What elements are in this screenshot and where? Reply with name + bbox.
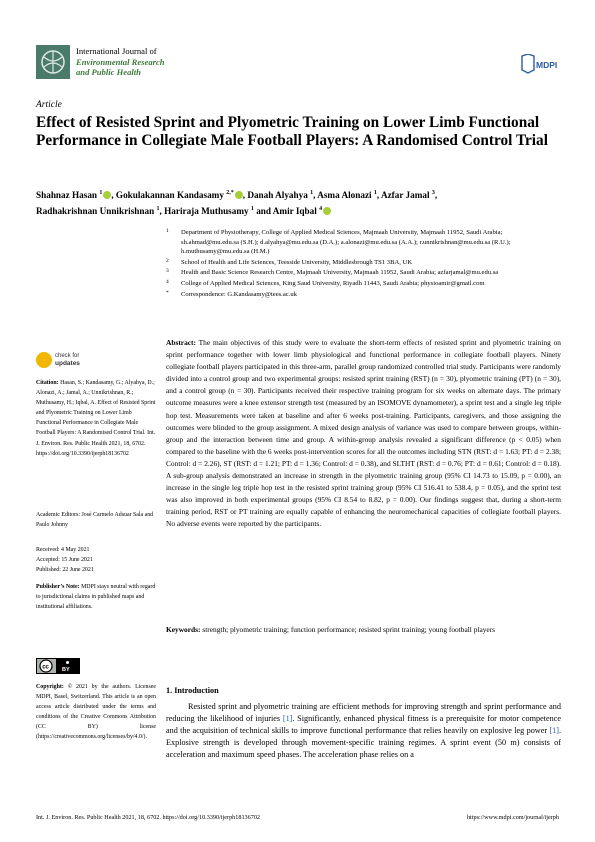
copyright (36, 682, 156, 743)
affiliation-text: School of Health and Life Sciences, Teesside University, Middlesbrough TS1 3BA, UK (181, 258, 413, 266)
journal-name (76, 46, 276, 78)
orcid-icon[interactable] (103, 191, 111, 199)
publisher-note-label: Publisher’s Note: (36, 584, 80, 590)
citation-label: Citation: (36, 380, 59, 386)
svg-text:BY: BY (62, 667, 70, 673)
publication-dates (36, 545, 156, 575)
affiliation-text: Department of Physiotherapy, College of Applied Medical Sciences, Majmaah University, Majmaah 11952, Saudi Arabia; sh.ahmad@mu.edu.sa (S.H.); d.alyahya@mu.edu.sa (D.A.); a.alonazi@mu.edu.sa (A.A.); r.unnikrishnan@mu.edu.sa (R.U.); h.muthusamy@mu.edu.sa (H.M.) (181, 229, 511, 256)
journal-logo-icon (36, 45, 70, 79)
check-updates-line2: updates (55, 360, 80, 367)
section-heading-introduction: 1. Introduction (166, 686, 219, 695)
keywords-label: Keywords: (166, 625, 201, 634)
affiliation-item (166, 268, 561, 278)
affiliation-item (166, 258, 561, 268)
check-updates-icon (36, 352, 52, 368)
affiliation-text: College of Applied Medical Sciences, King Saud University, Riyadh 11443, Saudi Arabia; physioamir@gmail.com (181, 279, 485, 287)
author-line-2: Radhakrishnan Unnikrishnan $^1$, Hariraja Muthusamy $^1$ and Amir Iqbal $^4$ (36, 202, 561, 218)
reference-link[interactable]: [1] (549, 726, 559, 736)
copyright-label: Copyright: (36, 684, 64, 690)
correspondence (166, 290, 561, 300)
copyright-text: © 2021 by the authors. Licensee MDPI, Basel, Switzerland. This article is an open access article distributed under the terms and conditions of the Creative Commons Attribution (CC BY) license (https://creativecommons.org/licenses/by/4.0/). (36, 684, 157, 741)
svg-text:cc: cc (42, 664, 49, 671)
journal-name-line1: International Journal of (76, 46, 157, 56)
footer-citation: Int. J. Environ. Res. Public Health 2021, 18, 6702. https://doi.org/10.3390/ijerph18136702 (36, 814, 261, 821)
affiliation-number: 3 (166, 268, 169, 275)
keywords-text: strength; plyometric training; function performance; resisted sprint training; young football players (202, 625, 496, 634)
affiliation-number: 4 (166, 278, 169, 285)
check-updates-text (55, 353, 80, 367)
affiliation-number: 1 (166, 228, 169, 234)
received-date: Received: 4 May 2021 (36, 547, 90, 553)
affiliations (166, 228, 561, 300)
affiliation-text: Correspondence: G.Kandasamy@tees.ac.uk (181, 290, 297, 298)
footer-journal-link[interactable]: https://www.mdpi.com/journal/ijerph (466, 814, 559, 821)
author-list (36, 186, 561, 218)
keywords (166, 624, 561, 636)
article-title: Effect of Resisted Sprint and Plyometric Training on Lower Limb Functional Performance in Collegiate Male Football Players: A Randomised Control Trial (36, 114, 548, 149)
intro-text-part: Resisted sprint and plyometric training are efficient methods for improving strength and sprint performance and reducing the likelihood of injuries (166, 702, 561, 724)
affiliation-item (166, 279, 561, 289)
introduction-paragraph (166, 701, 561, 761)
author-line-1: Shahnaz Hasan $^1$ , Gokulakannan Kandasamy $^{2,*}$ , Danah Alyahya $^1$, Asma Alonazi $^1$, Azfar Jamal $^3$, (36, 190, 438, 201)
abstract-label: Abstract: (166, 338, 196, 347)
intro-text-part: . Significantly, enhanced physical fitness is a prerequisite for motor competence and the acquisition of technical skills to improve functional performance that relies heavily on explosive leg power (166, 714, 561, 736)
article-type: Article (36, 100, 62, 110)
affiliation-item (166, 228, 561, 257)
abstract-text: The main objectives of this study were to evaluate the short-term effects of resisted sprint and plyometric training on sprint performance together with lower limb physiological and functional performance in collegiate football players. Ninety collegiate football players participated in this three-arm, parallel group randomized controlled trial study. Participants were randomly divided into a control group and two experimental groups: resisted sprint training (RST) (n = 30), plyometric training (PT) (n = 30), and a control group (n = 30). Participants received their respective training program for six weeks on alternate days. The primary outcome measures were a knee extensor strength test (measured by an ISOMOVE dynamometer), a sprint test and a single leg triple hop test. Measurements were taken at baseline and after 6 weeks post-training. Participants, caregivers, and those assigning the outcomes were blinded to the group assignment. A mixed design analysis of variance was used to compare between groups, within-group and the interaction between time and group. A within-group analysis revealed a significant difference (p < 0.05) when compared to the baseline with the 6 weeks post-intervention scores for all the outcomes including STN (RST: d = 1.63; PT: d = 2.38; Control: d = 2.26), ST (RST: d = 1.21; PT: d = 1.36; Control: d = 0.38), and SLTHT (RST: d = 0.76; PT: d = 0.61; Control: d = 0.18). A sub-group analysis demonstrated an increase in strength in the plyometric training group (95% CI 14.73 to 15.09, p = 0.00), an increase in the single leg triple hop test in the resisted sprint training group (95% CI 516.41 to 538.4, p = 0.05), and the sprint test was also improved in both experimental groups (95% CI 8.54 to 8.82, p = 0.00). Our findings suggest that, during a short-term training period, RST or PT training are equally capable of enhancing the neuromechanical capacities of collegiate football players. No adverse events were reported by the participants. (166, 338, 562, 529)
journal-name-line3: and Public Health (76, 67, 141, 77)
orcid-icon[interactable] (235, 191, 243, 199)
affiliation-number: 2 (166, 257, 169, 264)
publisher-note-text: MDPI stays neutral with regard to jurisdictional claims in published maps and institutional affiliations. (36, 584, 156, 611)
mdpi-logo-text: MDPI (536, 60, 558, 70)
intro-text-part: . Explosive strength is developed through movement-specific training regimes. A sprint event (50 m) consists of acceleration and maximum speed phases. The acceleration phase relies on a (166, 726, 561, 760)
published-date: Published: 22 June 2021 (36, 567, 94, 574)
accepted-date: Accepted: 15 June 2021 (36, 557, 93, 564)
reference-link[interactable]: [1] (282, 714, 293, 724)
cc-by-license-icon[interactable] (36, 658, 80, 674)
check-updates-line1: check for (55, 353, 80, 359)
academic-editors: Academic Editors: José Carmelo Adsuar Sala and Paulo Johnny (36, 512, 154, 529)
journal-name-line2: Environmental Research (76, 56, 165, 67)
mdpi-logo-icon[interactable] (516, 54, 558, 76)
publisher-note (36, 582, 156, 612)
check-for-updates-button[interactable] (36, 352, 96, 370)
affiliation-text: Health and Basic Science Research Centre, Majmaah University, Majmaah 11952, Saudi Arabia; azfarjamal@mu.edu.sa (181, 269, 499, 277)
affiliation-number: * (166, 289, 169, 296)
abstract (166, 337, 561, 531)
citation-text: Hasan, S.; Kandasamy, G.; Alyahya, D.; Alonazi, A.; Jamal, A.; Unnikrishnan, R.; Muthusamy, H.; Iqbal, A. Effect of Resisted Sprint and Plyometric Training on Lower Limb Functional Performance in Collegiate Male Football Players: A Randomised Control Trial. Int. J. Environ. Res. Public Health 2021, 18, 6702. https://doi.org/10.3390/ijerph18136702 (36, 380, 156, 457)
citation (36, 378, 156, 459)
orcid-icon[interactable] (323, 207, 331, 215)
